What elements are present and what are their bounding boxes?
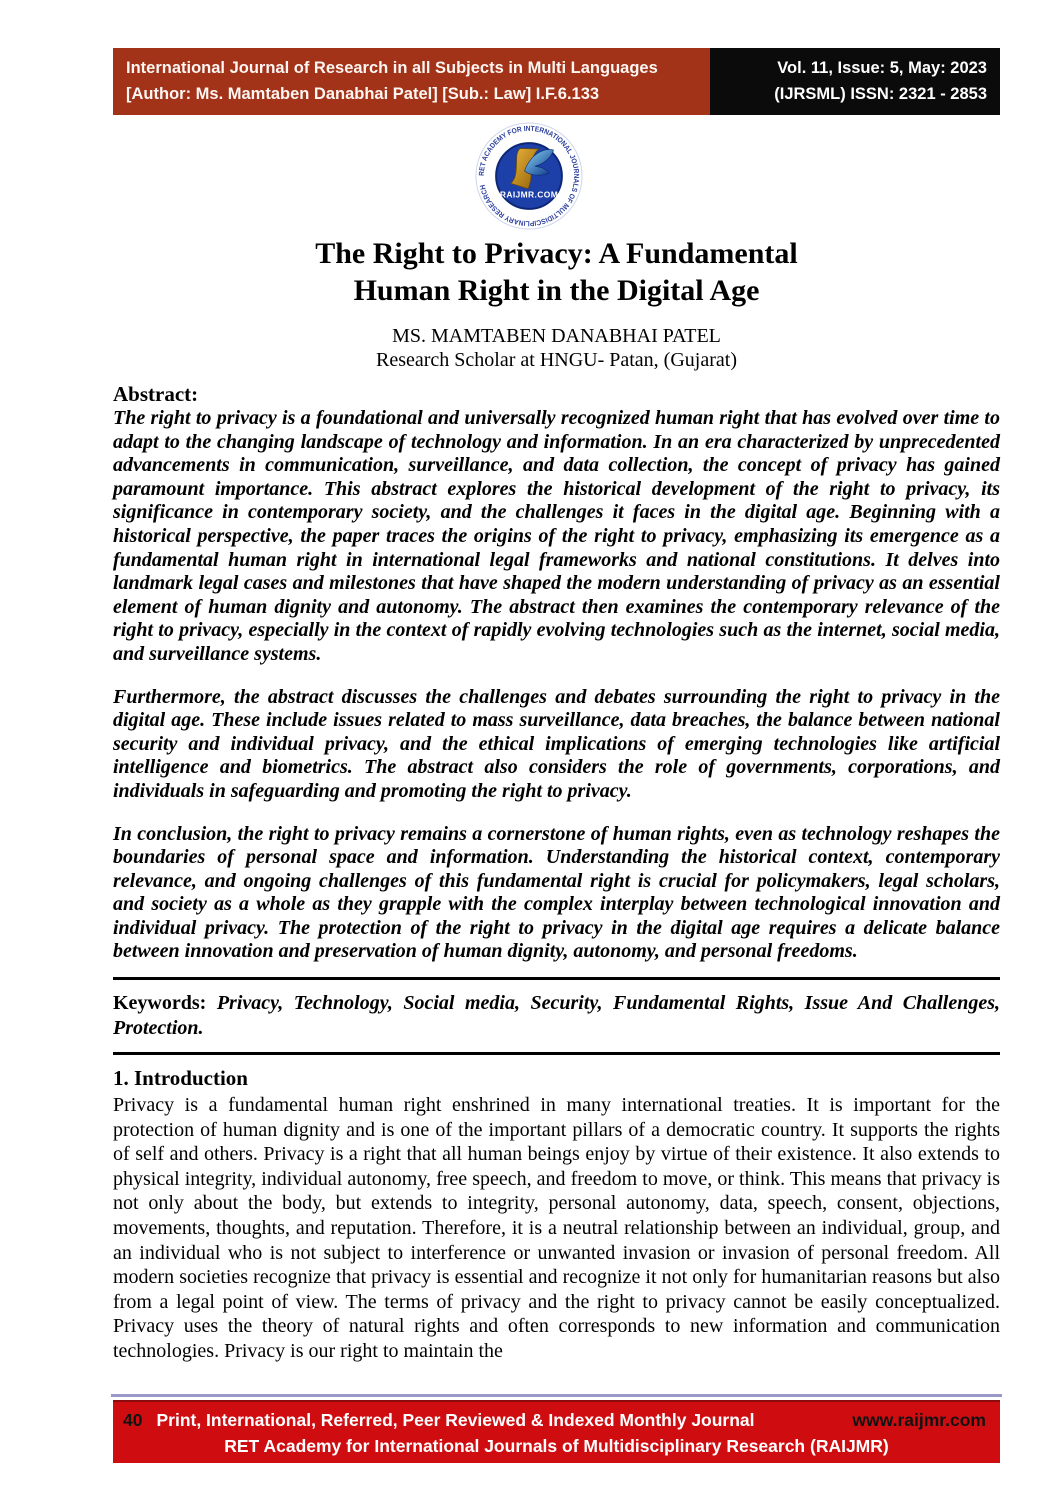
paper-title-line2: Human Right in the Digital Age — [353, 274, 760, 307]
issn-line: (IJRSML) ISSN: 2321 - 2853 — [774, 84, 987, 103]
author-affiliation: Research Scholar at HNGU- Patan, (Gujarat) — [376, 349, 737, 371]
abstract-heading: Abstract: — [113, 382, 199, 406]
footer-journal-type: Print, International, Referred, Peer Reviewed & Indexed Monthly Journal — [156, 1410, 755, 1430]
volume-issue-line: Vol. 11, Issue: 5, May: 2023 — [777, 59, 987, 77]
logo-row — [0, 122, 1058, 230]
logo-center-text: RAIJMR.COM — [499, 189, 559, 200]
introduction-heading: 1. Introduction — [113, 1066, 248, 1091]
abstract-paragraph-2: Furthermore, the abstract discusses the challenges and debates surrounding the right to privacy in the digital age. These include issues related to mass surveillance, data breaches, the balance between national security and individual privacy, and the ethical implications of emerging technologies like artificial intelligence and biometrics. The abstract also considers the role of governments, corporations, and individuals in safeguarding and promoting the right to privacy. — [113, 685, 1000, 802]
abstract-paragraph-1: The right to privacy is a foundational and universally recognized human right that has evolved over time to adapt to the changing landscape of technology and information. In an era characterized by unprecedented advancements in communication, surveillance, and data collection, the concept of privacy has gained paramount importance. This abstract explores the historical development of the right to privacy, its significance in contemporary society, and the challenges it faces in the digital age. Beginning with a historical perspective, the paper traces the origins of the right to privacy, emphasizing its emergence as a fundamental human right in international legal frameworks and national constitutions. It delves into landmark legal cases and milestones that have shaped the modern understanding of privacy as an essential element of human dignity and autonomy. The abstract then examines the contemporary relevance of the right to privacy, especially in the context of rapidly evolving technologies such as the internet, social media, and surveillance systems. — [113, 407, 1000, 665]
footer-academy-name: RET Academy for International Journals of Multidisciplinary Research (RAIJMR) — [224, 1436, 889, 1456]
masthead-left-panel — [113, 48, 710, 115]
author-name: MS. MAMTABEN DANABHAI PATEL — [392, 325, 721, 347]
keywords-label: Keywords: — [113, 992, 207, 1015]
rule-above-keywords — [113, 977, 1000, 980]
masthead-right-panel — [710, 48, 1000, 115]
paper-title — [113, 235, 1000, 309]
journal-footer — [113, 1400, 1000, 1463]
page-number: 40 — [123, 1410, 143, 1430]
keywords-line — [113, 991, 1000, 1041]
raijmr-logo — [475, 122, 583, 230]
masthead-author-line: [Author: Ms. Mamtaben Danabhai Patel] [Sub.: Law] I.F.6.133 — [126, 84, 600, 103]
footer-website-link[interactable]: www.raijmr.com — [852, 1410, 986, 1430]
footer-accent-line — [111, 1394, 1002, 1397]
keywords-text: Privacy, Technology, Social media, Security, Fundamental Rights, Issue And Challenges, Protection. — [113, 992, 1001, 1040]
rule-below-keywords — [113, 1052, 1000, 1055]
logo-ring-text: RET ACADEMY FOR INTERNATIONAL JOURNALS OF MULTIDISCIPLINARY RESEARCH — [476, 123, 582, 229]
paper-title-line1: The Right to Privacy: A Fundamental — [315, 237, 798, 270]
footer-line1 — [113, 1402, 1000, 1432]
abstract-paragraph-3: In conclusion, the right to privacy remains a cornerstone of human rights, even as technology reshapes the boundaries of personal space and information. Understanding the historical context, contemporary relevance, and ongoing challenges of this fundamental right is crucial for policymakers, legal scholars, and society as a whole as they grapple with the complex interplay between technological innovation and individual privacy. The protection of the right to privacy in the digital age requires a delicate balance between innovation and preservation of human dignity, autonomy, and personal freedoms. — [113, 822, 1000, 963]
journal-name: International Journal of Research in all Subjects in Multi Languages — [126, 59, 658, 77]
journal-masthead — [113, 48, 1000, 115]
introduction-body: Privacy is a fundamental human right enshrined in many international treaties. It is important for the protection of human dignity and is one of the important pillars of a democratic country. It supports the rights of self and others. Privacy is a right that all human beings enjoy by virtue of their existence. It also extends to physical integrity, individual autonomy, free speech, and freedom to move, or think. This means that privacy is not only about the body, but extends to integrity, personal autonomy, data, speech, consent, objections, movements, thoughts, and reputation. Therefore, it is a neutral relationship between an individual, group, and an individual who is not subject to interference or unwanted invasion or invasion of personal freedom. All modern societies recognize that privacy is essential and recognize it not only for humanitarian reasons but also from a legal point of view. The terms of privacy and the right to privacy cannot be easily conceptualized. Privacy uses the theory of natural rights and often corresponds to new information and communication technologies. Privacy is our right to maintain the — [113, 1094, 1000, 1362]
